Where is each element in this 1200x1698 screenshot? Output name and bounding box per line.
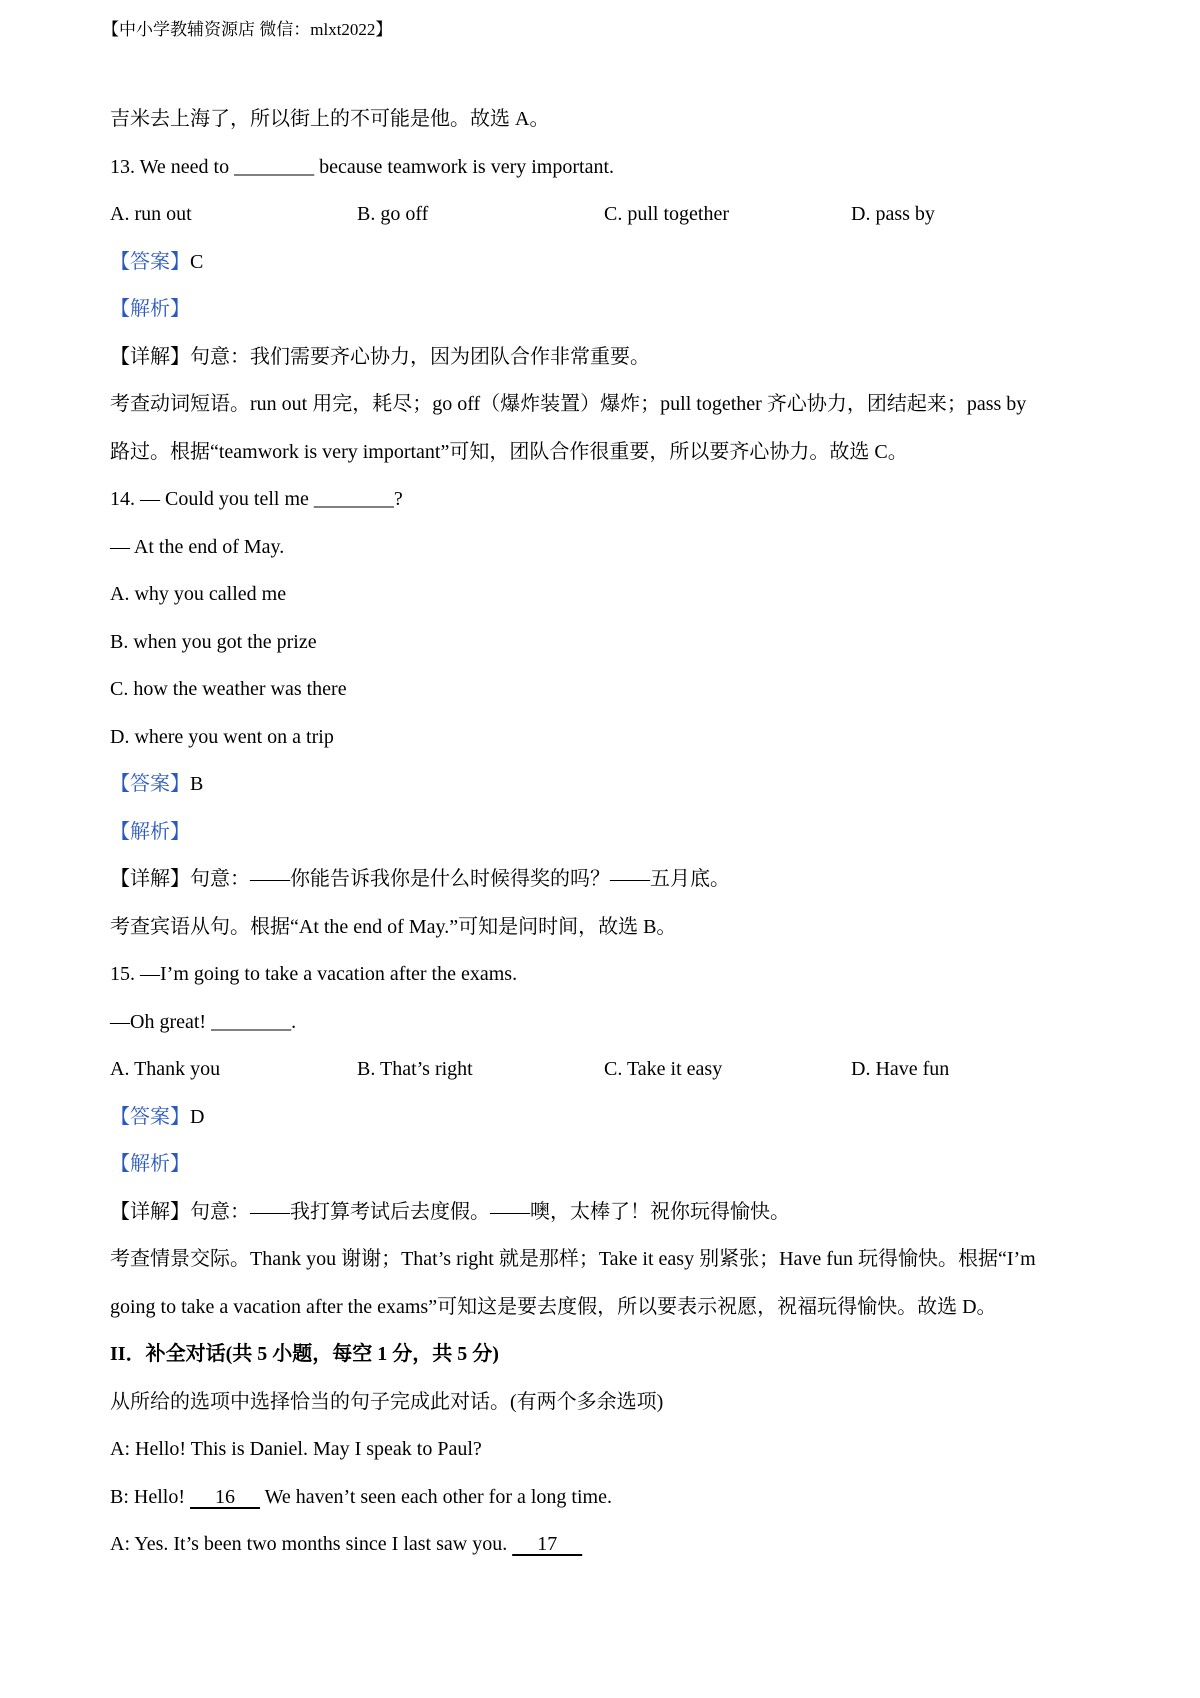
answer-label: 【答案】 bbox=[110, 773, 190, 795]
detail-label: 【详解】 bbox=[110, 868, 190, 890]
answer-13 bbox=[110, 239, 1110, 287]
section-title: II．补全对话(共 5 小题，每空 1 分，共 5 分) bbox=[110, 1343, 499, 1365]
detail-label: 【详解】 bbox=[110, 1200, 190, 1223]
blank-16: 16 bbox=[190, 1485, 260, 1508]
option-b: B. when you got the prize bbox=[110, 630, 317, 653]
analysis-label: 【解析】 bbox=[110, 820, 190, 843]
question-15: 15. —I’m going to take a vacation after the exams. bbox=[110, 963, 518, 985]
question-15-reply: —Oh great! ________. bbox=[110, 1010, 297, 1033]
option-c: C. pull together bbox=[604, 203, 729, 225]
detail-text: 句意：——我打算考试后去度假。——噢，太棒了！祝你玩得愉快。 bbox=[190, 1200, 790, 1223]
option-c: C. how the weather was there bbox=[110, 678, 347, 700]
explanation-line: 考查情景交际。Thank you 谢谢；That’s right 就是那样；Take it easy 别紧张；Have fun 玩得愉快。根据“I’m bbox=[110, 1248, 1036, 1270]
option-d: D. Have fun bbox=[851, 1058, 950, 1080]
explanation-line: 路过。根据“teamwork is very important”可知，团队合作很重要，所以要齐心协力。故选 C。 bbox=[110, 440, 908, 463]
detail-13 bbox=[110, 334, 1110, 382]
option-b: B. go off bbox=[357, 203, 429, 225]
option-a: A. run out bbox=[110, 203, 192, 225]
analysis-label: 【解析】 bbox=[110, 1153, 190, 1175]
option-d: D. pass by bbox=[851, 203, 935, 225]
page-header: 【中小学教辅资源店 微信：mlxt2022】 bbox=[102, 20, 393, 39]
explanation-line: 考查动词短语。run out 用完，耗尽；go off（爆炸装置）爆炸；pull together 齐心协力，团结起来；pass by bbox=[110, 393, 1027, 415]
detail-text: 句意：——你能告诉我你是什么时候得奖的吗？——五月底。 bbox=[190, 868, 730, 890]
question-14: 14. — Could you tell me ________? bbox=[110, 488, 403, 510]
analysis-label: 【解析】 bbox=[110, 298, 190, 320]
answer-value: B bbox=[190, 773, 204, 795]
question-13: 13. We need to ________ because teamwork is very important. bbox=[110, 155, 615, 178]
answer-label: 【答案】 bbox=[110, 1105, 190, 1128]
speaker-text: A: Yes. It’s been two months since I last saw you. bbox=[110, 1533, 513, 1555]
answer-14 bbox=[110, 761, 1110, 809]
detail-15 bbox=[110, 1189, 1110, 1237]
question-15-options bbox=[110, 1046, 1110, 1094]
dialogue-line bbox=[110, 1521, 1110, 1569]
answer-value: D bbox=[190, 1105, 205, 1128]
option-b: B. That’s right bbox=[357, 1058, 473, 1080]
explanation-line: going to take a vacation after the exams”可知这是要去度假，所以要表示祝愿，祝福玩得愉快。故选 D。 bbox=[110, 1295, 997, 1318]
detail-text: 句意：我们需要齐心协力，因为团队合作非常重要。 bbox=[190, 345, 650, 368]
option-a: A. why you called me bbox=[110, 583, 287, 605]
document-body bbox=[110, 96, 1110, 1569]
option-a: A. Thank you bbox=[110, 1058, 221, 1080]
question-13-options bbox=[110, 191, 1110, 239]
speaker-text: B: Hello! bbox=[110, 1485, 190, 1508]
blank-17: 17 bbox=[512, 1533, 583, 1555]
text-line: 吉米去上海了，所以街上的不可能是他。故选 A。 bbox=[110, 108, 550, 130]
dialogue-line: A: Hello! This is Daniel. May I speak to Paul? bbox=[110, 1438, 482, 1460]
answer-value: C bbox=[190, 250, 204, 273]
explanation-line: 考查宾语从句。根据“At the end of May.”可知是问时间，故选 B。 bbox=[110, 915, 677, 938]
option-c: C. Take it easy bbox=[604, 1058, 723, 1080]
detail-14 bbox=[110, 856, 1110, 904]
section-instructions: 从所给的选项中选择恰当的句子完成此对话。(有两个多余选项) bbox=[110, 1390, 664, 1413]
option-d: D. where you went on a trip bbox=[110, 725, 334, 748]
answer-15 bbox=[110, 1094, 1110, 1142]
answer-label: 【答案】 bbox=[110, 250, 190, 273]
detail-label: 【详解】 bbox=[110, 345, 190, 368]
dialogue-text: We haven’t seen each other for a long time. bbox=[260, 1485, 612, 1508]
dialogue-line bbox=[110, 1474, 1110, 1522]
question-14-reply: — At the end of May. bbox=[110, 535, 285, 558]
